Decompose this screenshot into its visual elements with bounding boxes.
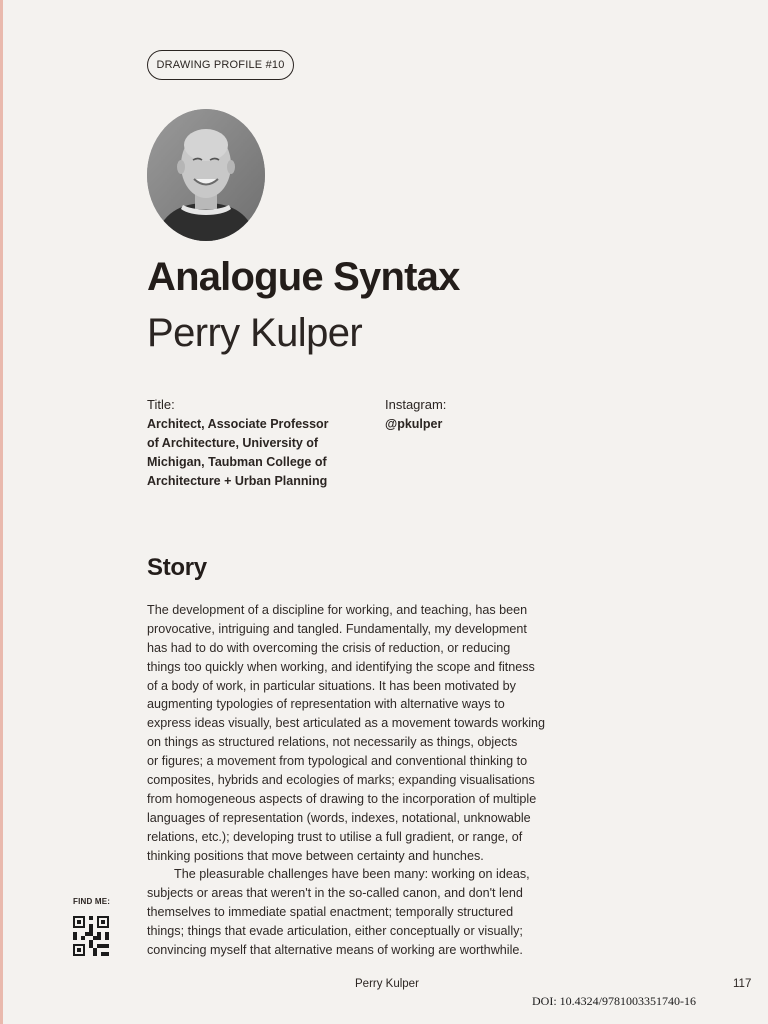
story-body <box>147 601 587 960</box>
story-line: on things as structured relations, not necessarily as things, objects <box>147 735 518 750</box>
story-line: express ideas visually, best articulated as a movement towards working <box>147 716 546 731</box>
author-title-line: Architecture + Urban Planning <box>147 474 328 488</box>
author-portrait <box>147 109 265 241</box>
story-line: or figures; a movement from typological and conventional thinking to <box>147 754 528 769</box>
drawing-profile-badge: DRAWING PROFILE #10 <box>147 50 294 80</box>
author-name: Perry Kulper <box>147 311 363 355</box>
author-title-line: Michigan, Taubman College of <box>147 455 327 469</box>
qr-code-icon[interactable] <box>73 916 109 956</box>
story-line: has had to do with overcoming the crisis of reduction, or reducing <box>147 640 511 655</box>
author-title <box>147 415 329 491</box>
story-line: things too quickly when working, and identifying the scope and fitness <box>147 659 535 674</box>
instagram-handle: @pkulper <box>385 417 443 431</box>
story-line: composites, hybrids and ecologies of marks; expanding visualisations <box>147 773 535 788</box>
page-number: 117 <box>733 978 752 990</box>
story-line: subjects or areas that weren't in the so-called canon, and don't lend <box>147 886 523 901</box>
story-line: thinking positions that move between certainty and hunches. <box>147 848 484 863</box>
story-line: The development of a discipline for working, and teaching, has been <box>147 603 528 617</box>
story-heading: Story <box>147 554 207 581</box>
story-line: from homogeneous aspects of drawing to the incorporation of multiple <box>147 791 537 806</box>
story-line: provocative, intriguing and tangled. Fundamentally, my development <box>147 621 527 636</box>
page-edge <box>0 0 3 1024</box>
author-title-line: of Architecture, University of <box>147 436 319 450</box>
story-line: languages of representation (words, indexes, notational, unknowable <box>147 810 531 825</box>
story-line: The pleasurable challenges have been many: working on ideas, <box>174 867 530 882</box>
story-line: augmenting typologies of representation with alternative ways to <box>147 697 505 712</box>
instagram-label: Instagram: <box>385 397 447 412</box>
story-line: convincing myself that alternative means of working are worthwhile. <box>147 943 523 958</box>
story-line: of a body of work, in particular situations. It has been motivated by <box>147 678 516 693</box>
author-title-line: Architect, Associate Professor <box>147 417 329 431</box>
story-line: themselves to immediate spatial enactment; temporally structured <box>147 905 514 920</box>
story-line: things; things that evade articulation, either conceptually or visually; <box>147 924 523 939</box>
story-line: relations, etc.); developing trust to utilise a full gradient, or range, of <box>147 829 523 844</box>
find-me-label: FIND ME: <box>73 897 111 906</box>
footer-author: Perry Kulper <box>355 978 419 990</box>
doi-text: DOI: 10.4324/9781003351740-16 <box>532 994 696 1008</box>
article-title: Analogue Syntax <box>147 255 460 299</box>
title-label: Title: <box>147 397 175 412</box>
